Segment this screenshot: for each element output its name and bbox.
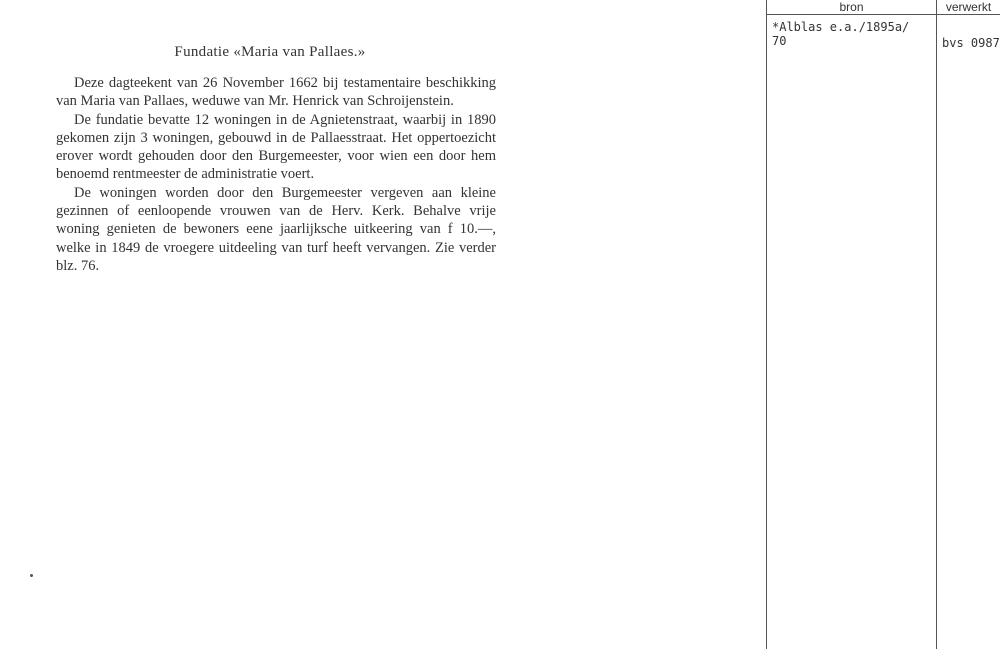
verwerkt-column-header: verwerkt [945, 0, 992, 14]
bron-value [772, 20, 932, 48]
bron-column-header: bron [839, 0, 864, 14]
column-divider-left [766, 0, 767, 649]
paragraph-3: De woningen worden door den Burgemeester vergeven aan kleine gezinnen of eenloopende vrouwen van de Herv. Kerk. Behalve vrije woning genieten de bewoners eene jaarlijksche uitkeering van f 10.—, welke in 1849 de vroegere uitdeeling van turf heeft vervangen. Zie verder blz. 76. [56, 184, 496, 274]
document-body [56, 74, 496, 275]
verwerkt-value: bvs 0987 [942, 36, 1000, 50]
paragraph-2: De fundatie bevatte 12 woningen in de Agnietenstraat, waarbij in 1890 gekomen zijn 3 woningen, gebouwd in de Pallaesstraat. Het oppertoezicht erover wordt gehouden door den Burgemeester, voor wien een door hem benoemd rentmeester de administratie voert. [56, 111, 496, 183]
bron-line-2: 70 [772, 34, 787, 48]
bron-line-1: *Alblas e.a./1895a/ [772, 20, 910, 34]
paragraph-1: Deze dagteekent van 26 November 1662 bij testamentaire beschikking van Maria van Pallaes, weduwe van Mr. Henrick van Schroijenstein. [56, 75, 496, 110]
scan-speck [30, 574, 33, 577]
document-title: Fundatie «Maria van Pallaes.» [174, 44, 366, 60]
column-divider-right [936, 0, 937, 649]
header-rule [766, 14, 1000, 15]
